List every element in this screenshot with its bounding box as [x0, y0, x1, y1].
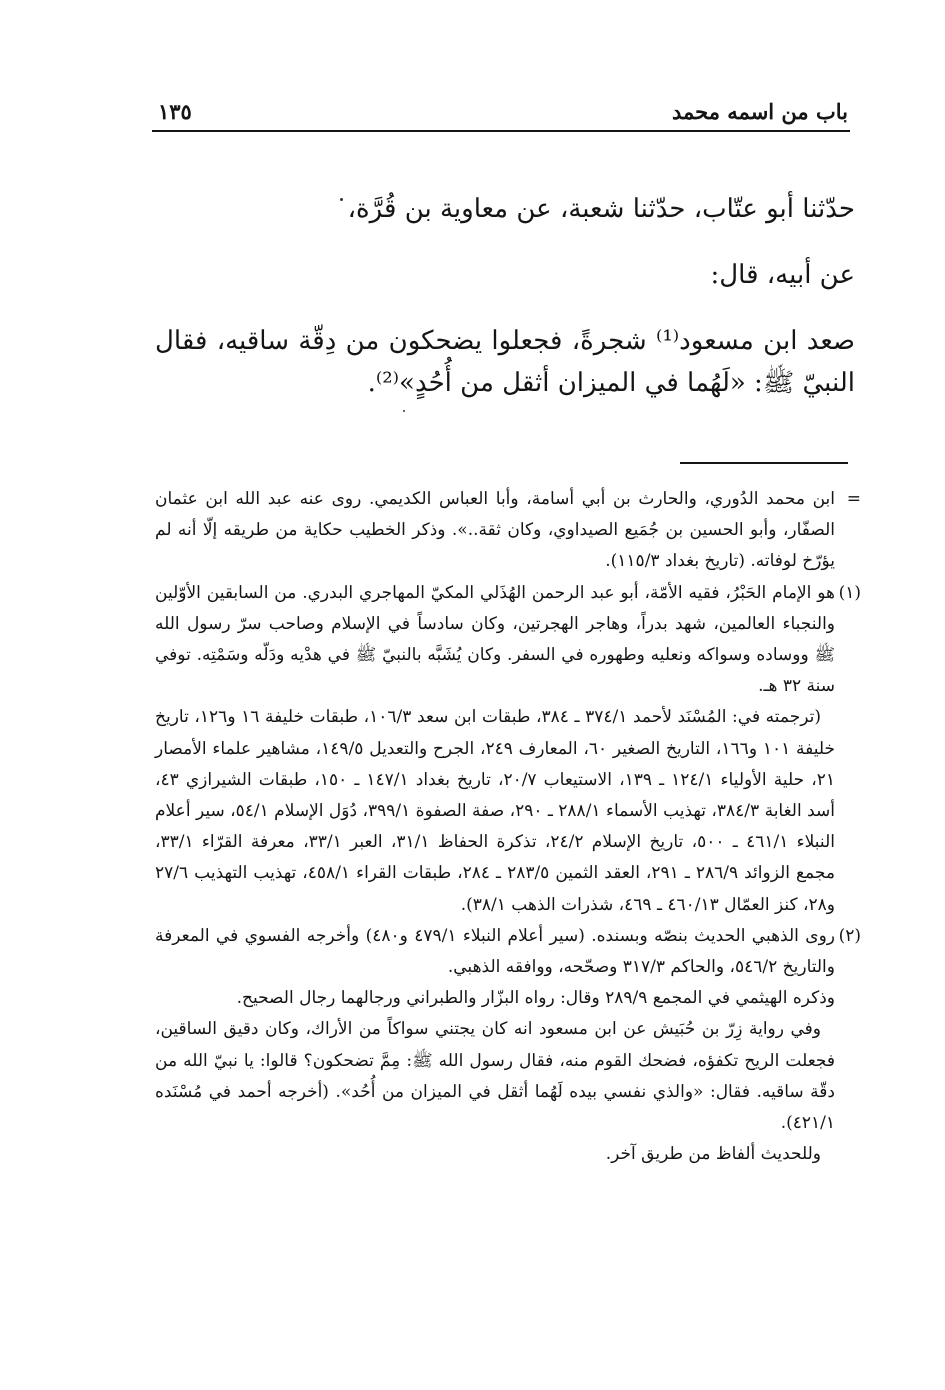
footnote-1-sources: (ترجمته في: المُسْنَد لأحمد ٣٧٤/١ ـ ٣٨٤، طبقات ابن سعد ١٠٦/٣، طبقات خليفة ١٦ و١٢٦، تاريخ خليفة ١٠١ و١٦٦، التاريخ الصغير ٦٠، المعارف ٢٤٩، الجرح والتعديل ١٤٩/٥، مشاهير علماء الأمصار ٢١، حلية الأولياء ١٢٤/١ ـ ١٣٩، الاستيعاب ٢٠/٧، تاريخ بغداد ١٤٧/١ ـ ١٥٠، طبقات الشيرازي ٤٣، أسد الغابة ٣٨٤/٣، تهذيب الأسماء ٢٨٨/١ ـ ٢٩٠، صفة الصفوة ٣٩٩/١، دُوَل الإسلام ٥٤/١، سير أعلام النبلاء ٤٦١/١ ـ ٥٠٠، تاريخ الإسلام ٢٤/٢، تذكرة الحفاظ ٣١/١، العبر ٣٣/١، معرفة القرّاء ٣٣/١، مجمع الزوائد ٢٨٦/٩ ـ ٢٩١، العقد الثمين ٢٨٣/٥ ـ ٢٨٤، طبقات القراء ٤٥٨/١، تهذيب التهذيب ٢٧/٦ و٢٨، كنز العمّال ٤٦٠/١٣ ـ ٤٦٩، شذرات الذهب ٣٨/١). — [155, 707, 836, 915]
scan-speck — [340, 198, 343, 201]
page-number: ١٣٥ — [158, 99, 192, 124]
footnote-2-paragraph: وفي رواية زِرّ بن حُبَيش عن ابن مسعود انه كان يجتني سواكاً من الأراك، وكان دقيق الساقين، فجعلت الريح تكفؤه، فضحك القوم منه، فقال رسول الله ﷺ: مِمَّ تضحكون؟ قالوا: يا نبيّ الله من دقّة ساقيه. فقال: «والذي نفسي بيده لَهُما أثقل في الميزان من أُحُد». (أخرجه أحمد في مُسْنَده ٤٢١/١). — [155, 1019, 835, 1134]
footnote-marker: (٢) — [838, 925, 861, 946]
isnad-line-1: حدّثنا أبو عتّاب، حدّثنا شعبة، عن معاوية بن قُرَّة، — [347, 194, 855, 224]
footnote-text: هو الإمام الحَبْرُ، فقيه الأمّة، أبو عبد الرحمن الهُذَلي المكيّ المهاجري البدري. من السابقين الأوّلين والنجباء العالمين، شهد بدراً، وهاجر الهجرتين، وكان سادساً في الإسلام وصاحب سرّ رسول الله ﷺ ووساده وسواكه ونعليه وطهوره في السفر. وكان يُشَبَّه بالنبيّ ﷺ في هدْيه ودَلّه وسَمْتِه. توفي سنة ٣٢ هـ. — [155, 582, 835, 697]
isnad-line-2: عن أبيه، قال: — [710, 260, 855, 290]
footnote-text: ابن محمد الدُوري، والحارث بن أبي أسامة، وأبا العباس الكديمي. روى عنه عبد الله ابن عثمان الصفّار، وأبو الحسين بن جُمَيع الصيداوي، وكان ثقة..». وذكر الخطيب حكاية من طريقه إلّا أنه لم يؤرّخ لوفاته. (تاريخ بغداد ١١٥/٣). — [155, 489, 835, 572]
footnote-continued — [155, 484, 861, 578]
footnote-1 — [155, 578, 861, 703]
footnote-2-paragraph: وذكره الهيثمي في المجمع ٢٨٩/٩ وقال: رواه البزّار والطبراني ورجالهما رجال الصحيح. — [236, 988, 835, 1009]
header-rule — [152, 130, 850, 132]
footnote-text: روى الذهبي الحديث بنصّه وبسنده. (سير أعلام النبلاء ٤٧٩/١ و٤٨٠) وأخرجه الفسوي في المعرفة والتاريخ ٥٤٦/٢، والحاكم ٣١٧/٣ وصحّحه، ووافقه الذهبي. — [155, 925, 835, 978]
footnote-2-paragraph: وللحديث ألفاظ من طريق آخر. — [605, 1144, 821, 1165]
footnote-rule — [680, 462, 848, 464]
page-header — [158, 93, 848, 125]
footnote-marker: = — [846, 489, 861, 509]
footnote-2 — [155, 921, 861, 983]
footnote-marker: (١) — [838, 582, 861, 603]
hadith-text — [155, 180, 855, 404]
running-title: باب من اسمه محمد — [672, 99, 848, 124]
scan-speck — [403, 410, 405, 412]
matn-paragraph: صعد ابن مسعود⁽¹⁾ شجرةً، فجعلوا يضحكون من دِقّة ساقيه، فقال النبيّ ﷺ: «لَهُما في الميزان أثقل من أُحُدٍ»⁽²⁾. — [155, 326, 856, 398]
footnotes — [155, 484, 861, 1170]
